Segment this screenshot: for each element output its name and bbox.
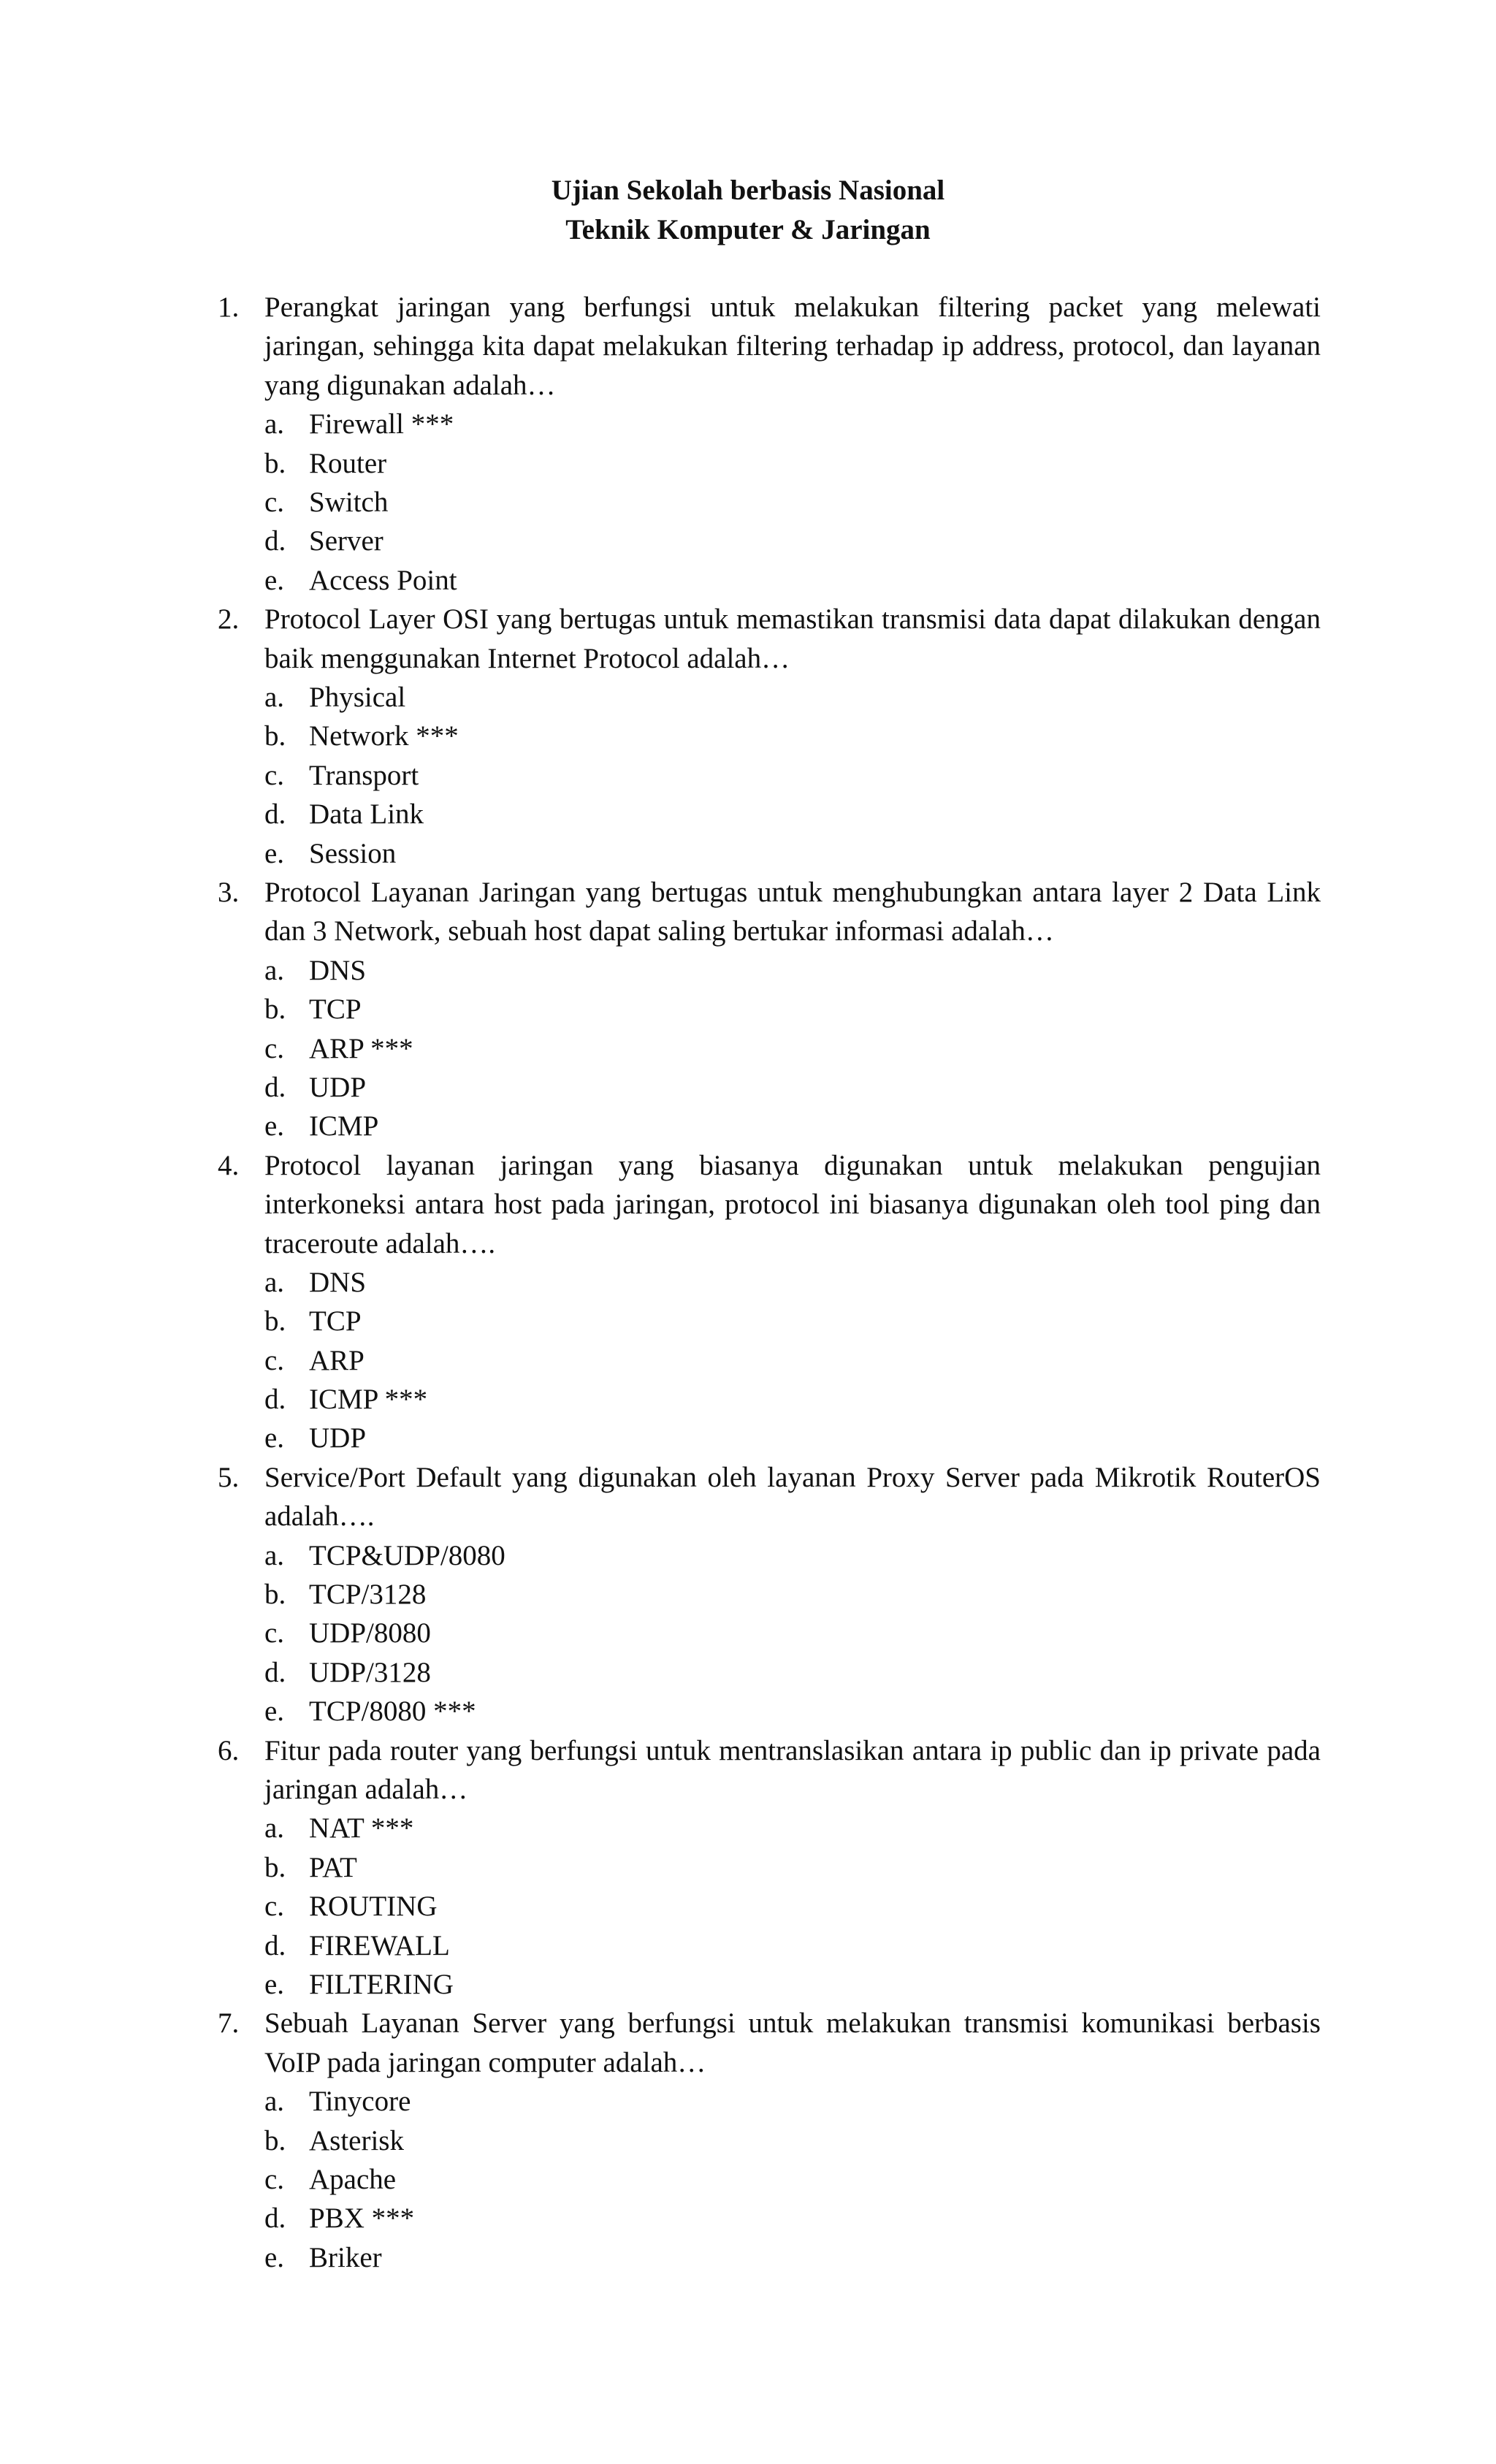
option-text: ROUTING [309, 1891, 438, 1923]
question-text: Protocol layanan jaringan yang biasanya digunakan untuk melakukan pengujian interkoneksi antara host pada jaringan, protocol ini biasanya digunakan oleh tool ping dan traceroute adalah…. [264, 1149, 1321, 1259]
option-text: Firewall *** [309, 408, 454, 440]
option-text: UDP/3128 [309, 1656, 431, 1688]
option-letter: b. [264, 2124, 286, 2156]
option-text: Physical [309, 681, 406, 713]
answer-option [0, 2199, 1496, 2238]
option-letter: e. [264, 1969, 285, 2001]
answer-option [0, 1536, 1496, 1575]
option-letter: c. [264, 2164, 285, 2195]
option-letter: d. [264, 798, 286, 831]
option-letter: a. [264, 1812, 285, 1845]
answer-option [0, 1809, 1496, 1847]
option-letter: e. [264, 2241, 285, 2273]
answer-option [0, 1887, 1496, 1926]
question-item [0, 600, 1496, 873]
question-text: Perangkat jaringan yang berfungsi untuk melakukan filtering packet yang melewati jaringan, sehingga kita dapat melakukan filtering terhadap ip address, protocol, dan layanan yang digunakan adalah… [264, 291, 1321, 401]
question-item [0, 288, 1496, 600]
option-text: Data Link [309, 798, 424, 831]
answer-option [0, 1107, 1496, 1145]
answer-option [0, 1575, 1496, 1614]
answer-option [0, 834, 1496, 873]
question-number: 2. [218, 603, 240, 636]
option-letter: e. [264, 564, 285, 596]
option-text: Session [309, 837, 397, 869]
option-text: ARP [309, 1344, 365, 1376]
option-letter: b. [264, 1851, 286, 1883]
option-text: Briker [309, 2241, 382, 2273]
answer-option [0, 990, 1496, 1029]
answer-option [0, 1263, 1496, 1302]
answer-option [0, 2238, 1496, 2277]
option-text: Transport [309, 759, 419, 791]
option-text: ICMP *** [309, 1384, 428, 1416]
option-text: Tinycore [309, 2086, 411, 2118]
answer-option [0, 756, 1496, 795]
answer-option [0, 795, 1496, 834]
option-letter: d. [264, 1384, 286, 1416]
option-letter: d. [264, 1929, 286, 1961]
option-letter: c. [264, 1344, 285, 1376]
option-letter: c. [264, 1891, 285, 1923]
question-text: Fitur pada router yang berfungsi untuk mentranslasikan antara ip public dan ip private pada jaringan adalah… [264, 1734, 1321, 1806]
question-number: 6. [218, 1734, 240, 1766]
answer-option [0, 2082, 1496, 2121]
question-item [0, 1731, 1496, 2005]
option-letter: d. [264, 2202, 286, 2235]
answer-option [0, 405, 1496, 443]
option-text: UDP [309, 1071, 367, 1103]
question-item [0, 1458, 1496, 1731]
answer-option [0, 1926, 1496, 1965]
option-text: DNS [309, 1266, 367, 1298]
answer-option [0, 1848, 1496, 1887]
option-text: TCP [309, 1305, 362, 1338]
option-letter: e. [264, 1422, 285, 1454]
question-number: 7. [218, 2007, 240, 2040]
answer-option [0, 483, 1496, 522]
option-text: Asterisk [309, 2124, 404, 2156]
option-letter: e. [264, 837, 285, 869]
answer-option [0, 1341, 1496, 1380]
question-text: Protocol Layanan Jaringan yang bertugas untuk menghubungkan antara layer 2 Data Link dan 3 Network, sebuah host dapat saling bertukar informasi adalah… [264, 876, 1321, 947]
answer-option [0, 717, 1496, 755]
option-text: ICMP [309, 1110, 379, 1143]
option-text: UDP/8080 [309, 1617, 431, 1649]
answer-option [0, 1692, 1496, 1731]
answer-option [0, 1419, 1496, 1457]
option-text: FIREWALL [309, 1929, 450, 1961]
exam-title: Ujian Sekolah berbasis Nasional [551, 175, 945, 206]
answer-option [0, 1380, 1496, 1419]
question-text: Protocol Layer OSI yang bertugas untuk memastikan transmisi data dapat dilakukan dengan baik menggunakan Internet Protocol adalah… [264, 603, 1321, 674]
answer-option [0, 2160, 1496, 2199]
answer-option [0, 1653, 1496, 1692]
answer-option [0, 2121, 1496, 2160]
answer-option [0, 1302, 1496, 1340]
option-text: Router [309, 447, 387, 479]
question-number: 5. [218, 1461, 240, 1493]
answer-option [0, 1965, 1496, 2004]
option-letter: b. [264, 1579, 286, 1611]
answer-option [0, 561, 1496, 600]
option-letter: b. [264, 1305, 286, 1338]
option-text: TCP/3128 [309, 1579, 427, 1611]
answer-option [0, 678, 1496, 717]
option-letter: c. [264, 759, 285, 791]
question-text: Service/Port Default yang digunakan oleh layanan Proxy Server pada Mikrotik RouterOS adalah…. [264, 1461, 1321, 1533]
question-item [0, 873, 1496, 1146]
option-text: Switch [309, 487, 389, 518]
option-letter: c. [264, 1617, 285, 1649]
option-letter: a. [264, 954, 285, 986]
answer-option [0, 951, 1496, 990]
option-letter: c. [264, 1032, 285, 1064]
answer-option [0, 522, 1496, 560]
option-text: Server [309, 525, 383, 557]
option-text: NAT *** [309, 1812, 414, 1845]
question-text: Sebuah Layanan Server yang berfungsi untuk melakukan transmisi komunikasi berbasis VoIP pada jaringan computer adalah… [264, 2007, 1321, 2078]
option-text: Access Point [309, 564, 457, 596]
option-letter: a. [264, 681, 285, 713]
option-text: PBX *** [309, 2202, 415, 2235]
option-letter: b. [264, 447, 286, 479]
option-text: Apache [309, 2164, 397, 2195]
question-number: 3. [218, 876, 240, 908]
option-text: TCP [309, 993, 362, 1026]
option-letter: d. [264, 525, 286, 557]
option-letter: b. [264, 720, 286, 752]
answer-option [0, 444, 1496, 483]
question-number: 1. [218, 291, 240, 323]
option-letter: a. [264, 408, 285, 440]
option-letter: a. [264, 1266, 285, 1298]
option-text: UDP [309, 1422, 367, 1454]
option-text: Network *** [309, 720, 459, 752]
answer-option [0, 1029, 1496, 1068]
option-letter: e. [264, 1110, 285, 1143]
option-text: ARP *** [309, 1032, 413, 1064]
option-letter: b. [264, 993, 286, 1026]
option-text: PAT [309, 1851, 357, 1883]
question-item [0, 1146, 1496, 1458]
option-letter: e. [264, 1696, 285, 1728]
answer-option [0, 1068, 1496, 1107]
option-letter: d. [264, 1656, 286, 1688]
document-header [0, 171, 1496, 250]
option-text: TCP/8080 *** [309, 1696, 476, 1728]
question-number: 4. [218, 1149, 240, 1181]
option-letter: a. [264, 1539, 285, 1571]
option-text: DNS [309, 954, 367, 986]
answer-option [0, 1614, 1496, 1652]
option-letter: c. [264, 487, 285, 518]
option-letter: d. [264, 1071, 286, 1103]
option-text: TCP&UDP/8080 [309, 1539, 505, 1571]
question-item [0, 2004, 1496, 2277]
question-list [0, 288, 1496, 2277]
option-text: FILTERING [309, 1969, 454, 2001]
option-letter: a. [264, 2086, 285, 2118]
exam-subtitle: Teknik Komputer & Jaringan [565, 214, 931, 245]
